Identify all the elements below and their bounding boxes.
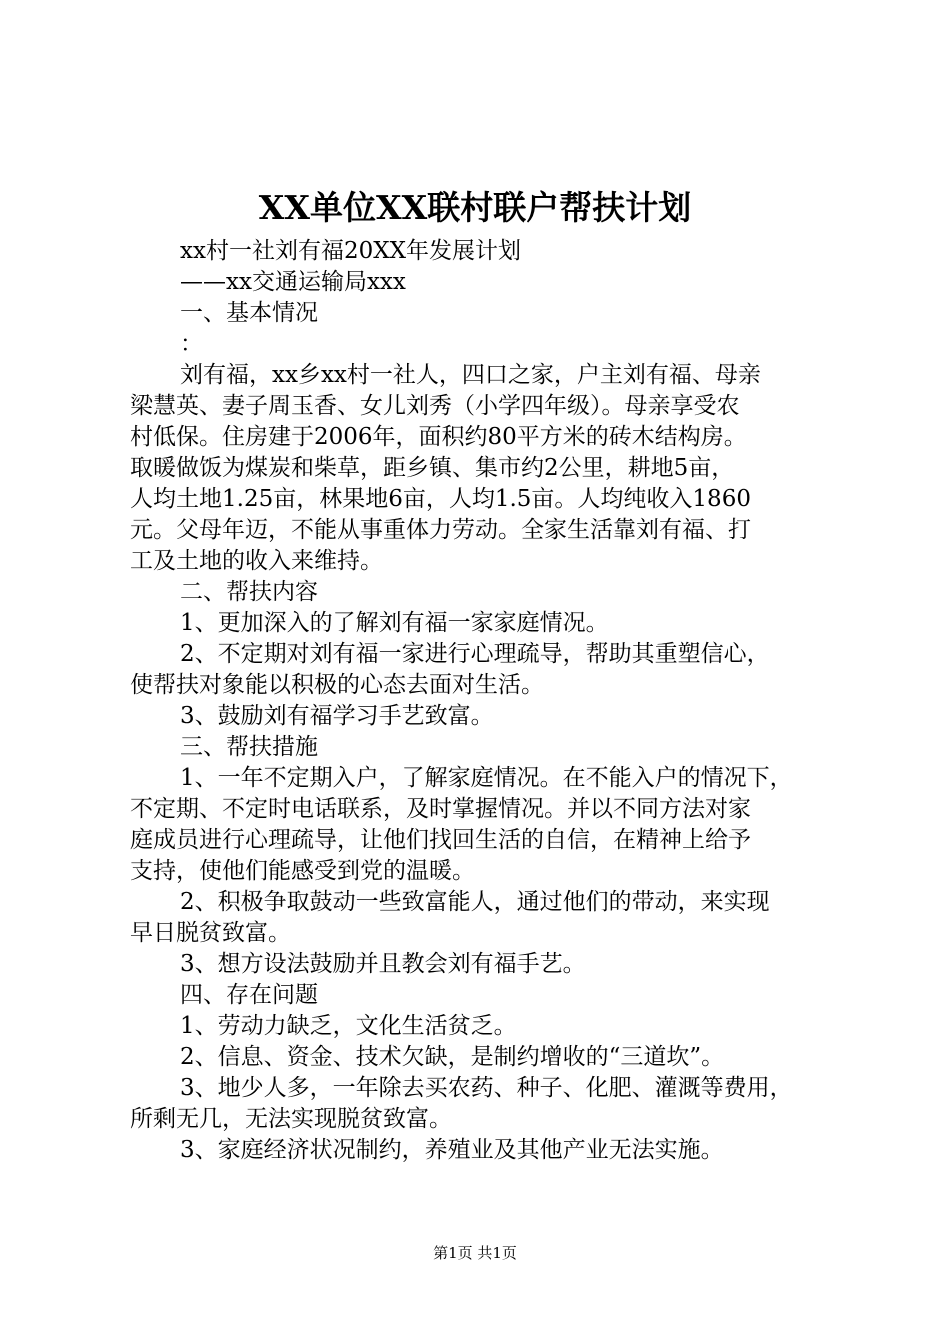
body-line: xx村一社刘有福20XX年发展计划	[180, 238, 521, 264]
body-line: 人均土地1.25亩，林果地6亩，人均1.5亩。人均纯收入1860	[130, 486, 751, 512]
document-body	[130, 236, 830, 1166]
body-line: 不定期、不定时电话联系，及时掌握情况。并以不同方法对家	[130, 796, 751, 822]
page-footer: 第1页 共1页	[433, 1244, 517, 1262]
body-line: 村低保。住房建于2006年，面积约80平方米的砖木结构房。	[130, 424, 747, 450]
body-line: ——xx交通运输局xxx	[180, 269, 406, 295]
body-line: 梁慧英、妻子周玉香、女儿刘秀（小学四年级）。母亲享受农	[130, 393, 740, 419]
body-line: 二、帮扶内容	[180, 579, 318, 605]
body-line: 刘有福，xx乡xx村一社人，四口之家，户主刘有福、母亲	[180, 362, 761, 388]
body-line: 3、家庭经济状况制约，养殖业及其他产业无法实施。	[180, 1137, 724, 1163]
body-line: 3、地少人多，一年除去买农药、种子、化肥、灌溉等费用，	[180, 1075, 793, 1101]
body-line: 3、想方设法鼓励并且教会刘有福手艺。	[180, 951, 586, 977]
body-line: 2、积极争取鼓动一些致富能人，通过他们的带动，来实现	[180, 889, 770, 915]
body-line: 取暖做饭为煤炭和柴草，距乡镇、集市约2公里，耕地5亩，	[130, 455, 735, 481]
body-line: ：	[180, 331, 203, 357]
body-line: 1、劳动力缺乏，文化生活贫乏。	[180, 1013, 517, 1039]
body-line: 3、鼓励刘有福学习手艺致富。	[180, 703, 494, 729]
body-line: 1、更加深入的了解刘有福一家家庭情况。	[180, 610, 609, 636]
document-title: XX单位XX联村联户帮扶计划	[258, 188, 692, 227]
body-line: 使帮扶对象能以积极的心态去面对生活。	[130, 672, 544, 698]
body-line: 1、一年不定期入户，了解家庭情况。在不能入户的情况下，	[180, 765, 793, 791]
body-line: 一、基本情况	[180, 300, 318, 326]
body-line: 四、存在问题	[180, 982, 318, 1008]
body-line: 早日脱贫致富。	[130, 920, 291, 946]
body-line: 所剩无几，无法实现脱贫致富。	[130, 1106, 452, 1132]
body-line: 支持，使他们能感受到党的温暖。	[130, 858, 475, 884]
body-line: 三、帮扶措施	[180, 734, 318, 760]
body-line: 工及土地的收入来维持。	[130, 548, 383, 574]
body-line: 2、信息、资金、技术欠缺，是制约增收的“三道坎”。	[180, 1044, 725, 1070]
body-line: 庭成员进行心理疏导，让他们找回生活的自信，在精神上给予	[130, 827, 751, 853]
body-line: 元。父母年迈，不能从事重体力劳动。全家生活靠刘有福、打	[130, 517, 751, 543]
body-line: 2、不定期对刘有福一家进行心理疏导，帮助其重塑信心，	[180, 641, 770, 667]
